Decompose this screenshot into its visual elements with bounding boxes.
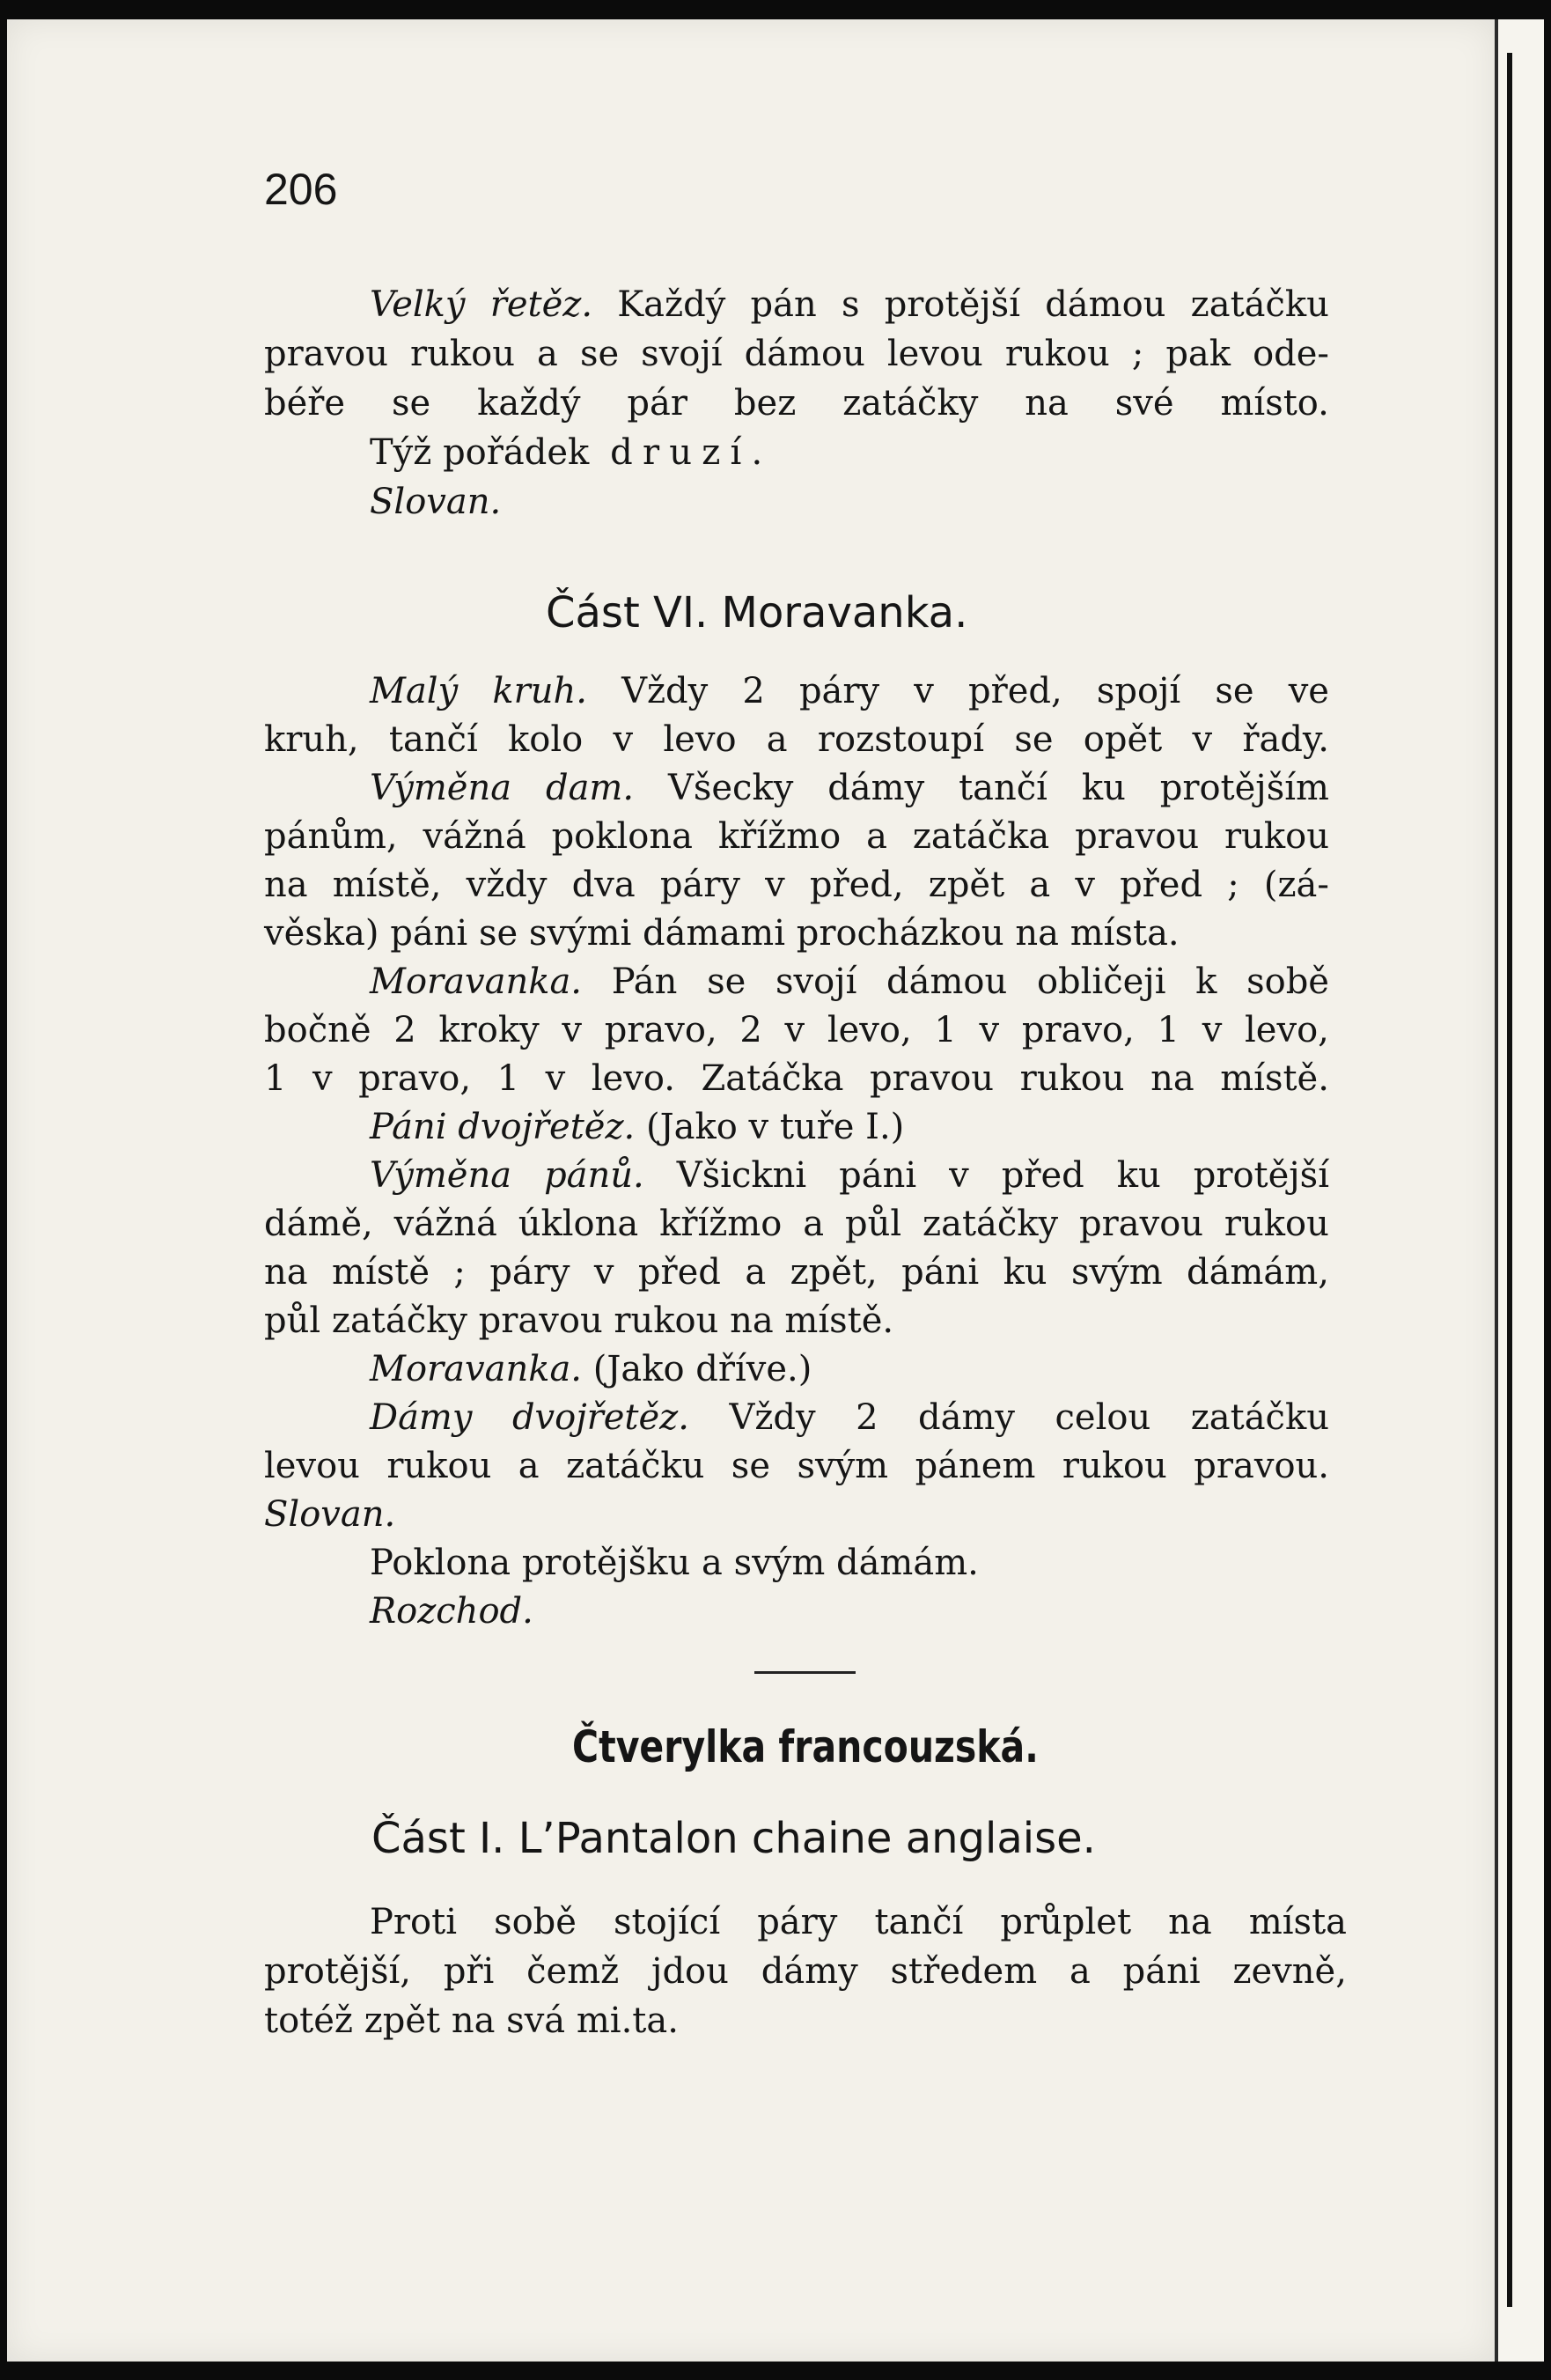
word: a (1029, 865, 1051, 905)
word: před (637, 1252, 721, 1293)
word: levo, (827, 1010, 912, 1050)
word: svým (1070, 1252, 1163, 1293)
word: pravo, (358, 1058, 472, 1099)
text-line (264, 477, 1329, 527)
word: půl (844, 1204, 902, 1244)
word: 1 (934, 1010, 957, 1050)
word: dámy (918, 1397, 1016, 1438)
word: v (593, 1252, 614, 1293)
word: 1 (1157, 1010, 1180, 1050)
word: zatáčky (842, 383, 979, 424)
text-line (264, 1588, 1329, 1636)
word: svým (722, 1543, 826, 1583)
word: Zatáčka (701, 1058, 844, 1099)
italic-term: Páni (370, 1107, 447, 1147)
word: pánem (915, 1446, 1036, 1486)
word: před, (809, 865, 904, 905)
text-line (264, 1947, 1347, 1996)
word: Pán (611, 962, 678, 1002)
word: I.) (854, 1107, 905, 1147)
word: opět (1083, 719, 1163, 760)
word: mi.ta. (565, 2001, 679, 2041)
italic-term: Malý (370, 671, 459, 711)
word: zatáčku (1190, 1397, 1329, 1438)
word: tančí (388, 719, 478, 760)
word: dámou (1045, 284, 1166, 325)
word: páni (901, 1252, 980, 1293)
word: páry (659, 865, 740, 905)
word: dámám, (1187, 1252, 1329, 1293)
word: (Jako (582, 1349, 685, 1389)
word: rukou (1019, 1058, 1125, 1099)
text-line (264, 1006, 1329, 1055)
word: 2 (856, 1397, 878, 1438)
word: v (914, 671, 934, 711)
word: svojí (775, 962, 857, 1002)
word: dříve.) (684, 1349, 812, 1389)
word: na (1003, 913, 1060, 954)
word: na (1168, 1902, 1212, 1942)
word: dámě, (264, 1204, 373, 1244)
word: pravo, (604, 1010, 717, 1050)
word: místa. (1059, 913, 1180, 954)
italic-term: Výměna (370, 768, 512, 808)
word: se (392, 383, 431, 424)
italic-term: řetěz. (489, 284, 593, 325)
dance-title: Čtverylka francouzská. (572, 1721, 1039, 1772)
word: rukou (1062, 1446, 1167, 1486)
word: řady. (1242, 719, 1329, 760)
word: kruh, (264, 719, 359, 760)
section-heading-cast-vi: Část VI. Moravanka. (546, 588, 968, 637)
word: spojí (1096, 671, 1181, 711)
word: bez (733, 383, 797, 424)
word: dva (571, 865, 636, 905)
text-line (264, 1297, 1329, 1345)
word: se (467, 913, 518, 954)
word: ; (1131, 334, 1144, 374)
text-line (264, 1249, 1329, 1297)
word: pár (627, 383, 687, 424)
word: protější, (264, 1951, 411, 1992)
word: Poklona (370, 1543, 511, 1583)
word: páry (489, 1252, 570, 1293)
word: Týž (370, 432, 432, 473)
word: páni (379, 913, 468, 954)
word: tančí (959, 768, 1047, 808)
word: své (1114, 383, 1174, 424)
word: rukou (1224, 1204, 1329, 1244)
word: rukou (410, 334, 516, 374)
word: tančí (874, 1902, 964, 1942)
word: béře (264, 383, 346, 424)
italic-term: Slovan. (264, 1494, 396, 1535)
facing-page-margin (1498, 19, 1544, 2362)
word: kolo (508, 719, 584, 760)
word: protější (1193, 1155, 1329, 1196)
word: ku (1116, 1155, 1161, 1196)
word: vždy (466, 865, 548, 905)
text-line (264, 1200, 1329, 1249)
text-line (264, 1491, 1329, 1539)
word: levo, (1245, 1010, 1329, 1050)
word: místě. (773, 1301, 894, 1341)
word: totéž (264, 2001, 353, 2041)
text-line (264, 958, 1329, 1006)
word: a (745, 1252, 767, 1293)
word: na (440, 2001, 496, 2041)
word: před (1001, 1155, 1084, 1196)
word: vážná (423, 816, 526, 857)
italic-term: Velký (370, 284, 466, 325)
italic-term: Slovan. (370, 482, 502, 522)
word: svá (495, 2001, 566, 2041)
text-line (264, 1897, 1347, 1947)
word: v (1192, 719, 1213, 760)
word: v (765, 865, 785, 905)
word: levo. (591, 1058, 675, 1099)
word: na (1150, 1058, 1194, 1099)
word: pravou. (1194, 1446, 1329, 1486)
text-line (264, 428, 1329, 477)
word: dámami (631, 913, 785, 954)
word: před (1120, 865, 1203, 905)
word: dámám. (825, 1543, 979, 1583)
word: před, (967, 671, 1062, 711)
word: páni (1122, 1951, 1201, 1992)
word: rozstoupí (817, 719, 985, 760)
word: druzí. (589, 432, 773, 473)
text-line (264, 329, 1329, 379)
word: (zá- (1263, 865, 1329, 905)
italic-term: Moravanka. (370, 962, 583, 1002)
word: Vždy (621, 671, 709, 711)
italic-term: dvojřetěz. (446, 1107, 636, 1147)
text-line (264, 667, 1329, 716)
word: svojí (641, 334, 723, 374)
word: pánům, (264, 816, 398, 857)
word: se (579, 334, 620, 374)
word: 1 (264, 1058, 287, 1099)
word: v (613, 719, 634, 760)
italic-term: Výměna (370, 1155, 512, 1196)
word: Vždy (729, 1397, 816, 1438)
text-line (264, 1996, 1347, 2045)
word: středem (890, 1951, 1038, 1992)
word: pravo, (1021, 1010, 1135, 1050)
italic-term: Moravanka. (370, 1349, 583, 1389)
word: úklona (518, 1204, 639, 1244)
word: celou (1055, 1397, 1151, 1438)
word: pravou (870, 1058, 995, 1099)
word: v (562, 1010, 582, 1050)
text-line (264, 764, 1329, 813)
italic-term: dam. (545, 768, 635, 808)
word: (Jako (635, 1107, 738, 1147)
word: 1 (496, 1058, 520, 1099)
text-line (264, 1152, 1329, 1200)
word: svým (797, 1446, 889, 1486)
word: v (737, 1107, 769, 1147)
word: v (949, 1155, 969, 1196)
word: rukou (386, 1446, 492, 1486)
word: se (707, 962, 746, 1002)
word: zatáčku (566, 1446, 705, 1486)
word: a (866, 816, 887, 857)
word: na (718, 1301, 774, 1341)
word: každý (477, 383, 581, 424)
word: pravou (467, 1301, 603, 1341)
text-line (264, 1345, 1329, 1394)
word: poklona (551, 816, 693, 857)
word: sobě (1246, 962, 1329, 1002)
word: rukou (1004, 334, 1110, 374)
binding-shadow (1507, 53, 1512, 2307)
word: místa (1248, 1902, 1347, 1942)
word: zevně, (1232, 1951, 1347, 1992)
word: páry (798, 671, 880, 711)
word: páry (757, 1902, 838, 1942)
word: jdou (651, 1951, 729, 1992)
text-line (264, 280, 1329, 329)
word: pak (1165, 334, 1231, 374)
word: bočně (264, 1010, 371, 1050)
word: Proti (370, 1902, 457, 1942)
word: v (545, 1058, 566, 1099)
word: dámy (827, 768, 925, 808)
word: levou (264, 1446, 360, 1486)
word: dámy (761, 1951, 858, 1992)
word: pravou (264, 334, 389, 374)
word: místě (332, 1252, 430, 1293)
paragraph-velky-retez (264, 280, 1329, 527)
text-line (264, 1539, 1329, 1588)
text-line (264, 1103, 1329, 1152)
word: v (1075, 865, 1095, 905)
word: levo (663, 719, 737, 760)
word: čemž (526, 1951, 620, 1992)
word: 2 (393, 1010, 416, 1050)
word: Všickni (676, 1155, 807, 1196)
word: protější (884, 284, 1020, 325)
word: rukou (1224, 816, 1329, 857)
word: při (443, 1951, 495, 1992)
word: obličeji (1036, 962, 1166, 1002)
text-line (264, 861, 1329, 910)
word: ku (1003, 1252, 1047, 1293)
word: pán (750, 284, 817, 325)
section-body-moravanka (264, 667, 1329, 1636)
word: ; (1227, 865, 1239, 905)
text-line (264, 1442, 1329, 1491)
word: věska) (264, 913, 379, 954)
word: v (312, 1058, 333, 1099)
word: páni (839, 1155, 917, 1196)
word: ku (1081, 768, 1126, 808)
word: pořádek (431, 432, 590, 473)
italic-term: Dámy (370, 1397, 473, 1438)
word: na (1025, 383, 1069, 424)
word: s (841, 284, 860, 325)
word: křížmo (659, 1204, 783, 1244)
text-line (264, 1394, 1329, 1442)
word: zatáčky (923, 1204, 1059, 1244)
text-line (264, 716, 1329, 764)
word: v (784, 1010, 805, 1050)
word: a (766, 719, 788, 760)
word: půl (264, 1301, 321, 1341)
text-line (264, 910, 1329, 958)
section-divider (754, 1671, 856, 1674)
word: Všecky (667, 768, 794, 808)
word: a (803, 1204, 825, 1244)
word: pravou (1075, 816, 1200, 857)
word: kroky (438, 1010, 540, 1050)
word: křížmo (717, 816, 842, 857)
word: v (1202, 1010, 1223, 1050)
word: svými (518, 913, 632, 954)
word: vážná (393, 1204, 497, 1244)
word: ode- (1253, 334, 1329, 374)
word: dámou (744, 334, 865, 374)
word: a (518, 1446, 540, 1486)
word: zpět (928, 865, 1005, 905)
word: v (979, 1010, 1000, 1050)
italic-term: Rozchod. (370, 1591, 533, 1632)
page-number: 206 (264, 165, 338, 214)
word: sobě (494, 1902, 577, 1942)
word: průplet (1000, 1902, 1132, 1942)
italic-term: kruh. (492, 671, 587, 711)
word: protějším (1159, 768, 1329, 808)
text-line (264, 813, 1329, 861)
italic-term: pánů. (544, 1155, 644, 1196)
word: 2 (742, 671, 765, 711)
word: dámou (886, 962, 1008, 1002)
word: k (1195, 962, 1217, 1002)
word: se (731, 1446, 770, 1486)
word: a (690, 1543, 723, 1583)
word: protějšku (511, 1543, 691, 1583)
word: zatáčka (912, 816, 1050, 857)
italic-term: dvojřetěz. (511, 1397, 689, 1438)
word: pravou (1079, 1204, 1204, 1244)
word: zpět, (790, 1252, 878, 1293)
text-line (264, 379, 1329, 428)
word: a (1069, 1951, 1091, 1992)
word: zpět (352, 2001, 441, 2041)
word: 2 (739, 1010, 762, 1050)
word: procházkou (785, 913, 1004, 954)
word: stojící (614, 1902, 721, 1942)
word: místě. (1220, 1058, 1329, 1099)
word: tuře (768, 1107, 855, 1147)
word: ; (453, 1252, 466, 1293)
word: zatáčky (320, 1301, 467, 1341)
section-heading-cast-i: Část I. L’Pantalon chaine anglaise. (371, 1814, 1096, 1863)
text-line (264, 1055, 1329, 1103)
word: zatáčku (1190, 284, 1329, 325)
word: ve (1288, 671, 1329, 711)
word: a (537, 334, 558, 374)
word: na (264, 865, 308, 905)
word: místo. (1220, 383, 1329, 424)
word: levou (886, 334, 983, 374)
word: místě, (332, 865, 442, 905)
word: na (264, 1252, 308, 1293)
word: se (1014, 719, 1054, 760)
word: rukou (602, 1301, 719, 1341)
word: Každý (617, 284, 726, 325)
paragraph-proti-sobe (264, 1897, 1347, 2045)
word: se (1215, 671, 1254, 711)
